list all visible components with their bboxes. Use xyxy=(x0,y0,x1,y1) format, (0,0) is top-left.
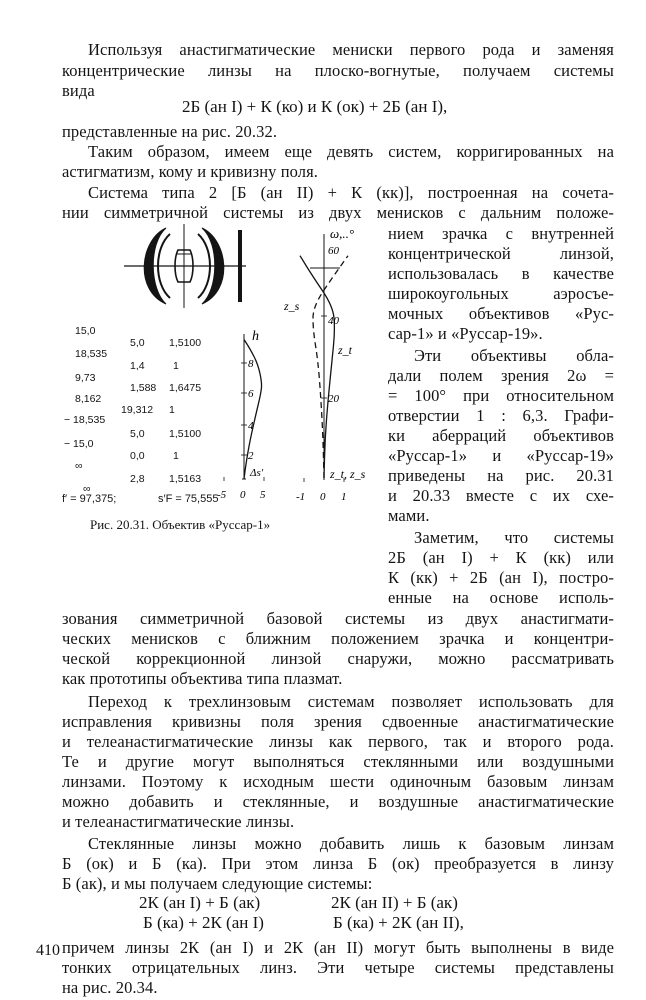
radius: ∞ xyxy=(83,483,91,495)
text-line: концентрические линзы на плоско-вогнутые, получаем системы xyxy=(62,61,614,80)
y-tick-label: 60 xyxy=(328,245,339,257)
text-line: ческой коррекционной линзой снаружи, можно рассматривать xyxy=(62,649,614,668)
x-tick-label: 1 xyxy=(341,491,347,502)
text-line: нием зрачка с внутренней xyxy=(388,224,614,243)
thickness: 0,0 xyxy=(130,450,145,462)
text-line: ки аберраций объективов xyxy=(388,426,614,445)
curve-label-zt: z_t xyxy=(338,343,353,357)
text-line: и телеанастигматические линзы. xyxy=(62,812,295,831)
formula: Б (ка) + 2К (ан I) xyxy=(143,913,264,932)
radius: 15,0 xyxy=(75,325,96,337)
text-line: ческих менисков с ближним положением зрачка и концентри- xyxy=(62,629,614,648)
radius: 8,162 xyxy=(75,393,102,405)
text-line: дали полем зрения 2ω = xyxy=(388,366,614,385)
text-line: астигматизм, кому и кривизну поля. xyxy=(62,162,319,181)
y-tick-label: 8 xyxy=(248,358,254,370)
text-line: Б (ак), и мы получаем следующие системы: xyxy=(62,874,373,893)
formula: Б (ка) + 2К (ан II), xyxy=(333,913,464,932)
back-focal-length: s′F = 75,555 xyxy=(158,493,219,505)
figure-caption: Рис. 20.31. Объектив «Руссар-1» xyxy=(90,517,271,532)
y-tick-label: 40 xyxy=(328,315,339,327)
refractive-index: 1 xyxy=(173,360,179,372)
refractive-index: 1,5100 xyxy=(169,428,202,440)
sagittal-curve xyxy=(300,256,334,478)
axis-label-h: h xyxy=(252,329,259,344)
formula: 2Б (ан I) + К (ко) и К (ок) + 2Б (ан I), xyxy=(182,97,448,116)
text-line: можно добавить и стеклянные, и воздушные анастигматические xyxy=(62,792,614,811)
thickness: 19,312 xyxy=(121,404,154,416)
curve-label: Δs′ xyxy=(250,467,264,479)
thickness: 2,8 xyxy=(130,473,145,485)
radius: 18,535 xyxy=(75,348,108,360)
lens-diagram xyxy=(120,216,250,316)
x-tick-label: 0 xyxy=(320,491,326,502)
refractive-index: 1 xyxy=(169,404,175,416)
text-line: линзами. Поэтому к исходным шести одиночным базовым линзам xyxy=(62,772,614,791)
curve-label-zs: z_s xyxy=(284,299,300,313)
text-line: приведены на рис. 20.31 xyxy=(388,466,614,485)
x-tick-label: -5 xyxy=(217,489,227,500)
text-line: причем линзы 2К (ан I) и 2К (ан II) могут быть выполнены в виде xyxy=(62,938,614,957)
text-line: мочных объективов «Рус- xyxy=(388,304,614,323)
text-line: Стеклянные линзы можно добавить лишь к базовым линзам xyxy=(88,834,614,853)
radius: − 18,535 xyxy=(64,414,106,426)
text-line: К (кк) + 2Б (ан I), постро- xyxy=(388,568,614,587)
text-line: зования симметричной базовой системы из двух анастигмати- xyxy=(62,609,614,628)
text-line: мами. xyxy=(388,506,430,525)
text-line: Таким образом, имеем еще девять систем, корригированных на xyxy=(88,142,614,161)
curve-label-zt-zs: z_t, z_s xyxy=(330,467,366,481)
text-line: Заметим, что системы xyxy=(414,528,614,547)
formula: 2К (ан I) + Б (ак) xyxy=(139,893,261,912)
y-tick-label: 2 xyxy=(248,450,254,462)
text-line: нии симметричной системы из двух менисков с дальним положе- xyxy=(62,203,614,222)
text-line: Система типа 2 [Б (ан II) + К (кк)], построенная на сочета- xyxy=(88,183,614,202)
axis-label-omega: ω,..° xyxy=(330,226,355,241)
text-line: 2Б (ан I) + К (кк) или xyxy=(388,548,614,567)
text-line: «Руссар-1» и «Руссар-19» xyxy=(388,446,614,465)
radius: 9,73 xyxy=(75,372,96,384)
y-tick-label: 20 xyxy=(328,393,339,405)
text-line: исправления кривизны поля зрения сдвоенные анастигматические xyxy=(62,712,614,731)
text-line: концентрической линзой, xyxy=(388,244,614,263)
thickness: 1,588 xyxy=(130,382,157,394)
x-tick-label: 5 xyxy=(260,489,266,500)
tangential-curve xyxy=(313,256,348,478)
text-line: енные на основе исполь- xyxy=(388,588,614,607)
formula: 2К (ан II) + Б (ак) xyxy=(331,893,458,912)
text-line: сар-1» и «Руссар-19». xyxy=(388,324,543,343)
radius: ∞ xyxy=(75,460,83,472)
focal-length: f′ = 97,375; xyxy=(62,493,117,505)
page-number: 410 xyxy=(36,942,60,959)
thickness: 1,4 xyxy=(130,360,145,372)
text-line: и телеанастигматические линзы как первого, так и второго рода. xyxy=(62,732,614,751)
spherical-aberration-graph xyxy=(214,324,274,500)
text-line: = 100° при относительном xyxy=(388,386,614,405)
thickness: 5,0 xyxy=(130,337,145,349)
refractive-index: 1 xyxy=(173,450,179,462)
text-line: Используя анастигматические мениски первого рода и заменяя xyxy=(88,40,614,59)
text-line: представленные на рис. 20.32. xyxy=(62,122,278,141)
text-line: вида xyxy=(62,81,95,100)
x-tick-label: -1 xyxy=(296,491,306,502)
text-line: и 20.33 вместе с их схе- xyxy=(388,486,614,505)
text-line: Б (ок) и Б (ка). При этом линза Б (ок) преобразуется в линзу xyxy=(62,854,614,873)
text-line: Переход к трехлинзовым системам позволяет использовать для xyxy=(88,692,614,711)
y-tick-label: 6 xyxy=(248,388,254,400)
text-line: Эти объективы обла- xyxy=(414,346,614,365)
text-line: отверстии 1 : 6,3. Графи- xyxy=(388,406,614,425)
refractive-index: 1,5163 xyxy=(169,473,202,485)
radius: − 15,0 xyxy=(64,438,94,450)
text-line: как прототипы объектива типа плазмат. xyxy=(62,669,343,688)
astigmatism-graph xyxy=(280,220,380,502)
y-tick-label: 4 xyxy=(248,420,254,432)
text-line: использовалась в качестве xyxy=(388,264,614,283)
text-line: широкоугольных аэросъе- xyxy=(388,284,614,303)
text-line: тонких отрицательных линз. Эти четыре системы представлены xyxy=(62,958,614,977)
thickness: 5,0 xyxy=(130,428,145,440)
refractive-index: 1,5100 xyxy=(169,337,202,349)
refractive-index: 1,6475 xyxy=(169,382,202,394)
text-line: на рис. 20.34. xyxy=(62,978,158,997)
text-line: Те и другие могут выполняться стеклянными или воздушными xyxy=(62,752,614,771)
x-tick-label: 0 xyxy=(240,489,246,500)
